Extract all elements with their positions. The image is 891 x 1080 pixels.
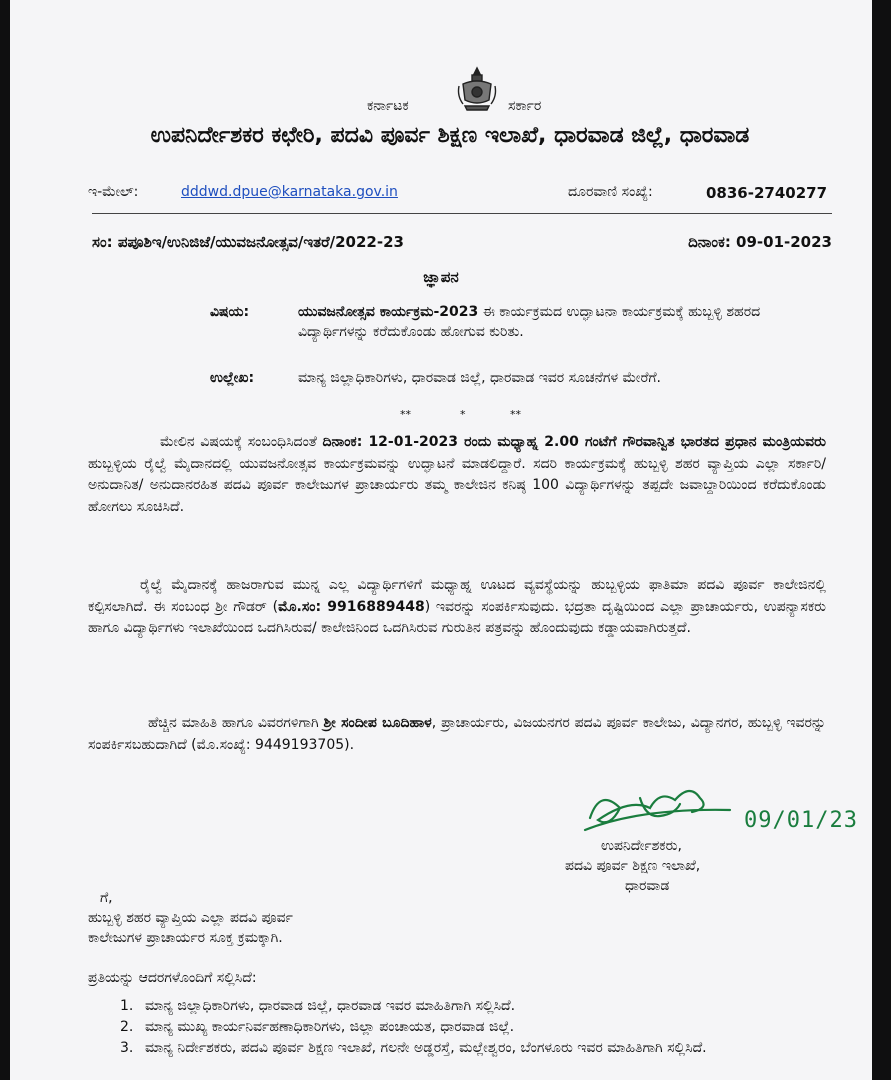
paragraph-1-bold: ದಿನಾಂಕ: 12-01-2023 ರಂದು ಮಧ್ಯಾಹ್ನ 2.00 ಗಂಟೆಗೆ ಗೌರವಾನ್ವಿತ ಭಾರತದ ಪ್ರಧಾನ ಮಂತ್ರಿಯವರು bbox=[322, 434, 826, 450]
header-divider bbox=[92, 213, 832, 214]
paragraph-2 bbox=[88, 575, 826, 640]
signature-icon bbox=[580, 778, 760, 840]
list-item bbox=[120, 1017, 830, 1037]
paragraph-2-text-a: ರೈಲ್ವೆ ಮೈದಾನಕ್ಕೆ ಹಾಜರಾಗುವ ಮುನ್ನ ಎಲ್ಲ ವಿದ್ಯಾರ್ಥಿಗಳಿಗೆ ಮಧ್ಯಾಹ್ನ ಊಟದ ವ್ಯವಸ್ಥೆಯನ್ನು ಹುಬ್ಬಳ್ಳಿಯ ಫಾತಿಮಾ ಪದವಿ ಪೂರ್ವ ಕಾಲೇಜಿನಲ್ಲಿ ಕಲ್ಪಿಸಲಾಗಿದೆ. ಈ ಸಂಬಂಧ ಶ್ರೀ ಗೌಡರ್ ( bbox=[88, 577, 826, 615]
phone-label: ದೂರವಾಣಿ ಸಂಖ್ಯೆ: bbox=[568, 184, 653, 200]
signatory-line: ಪದವಿ ಪೂರ್ವ ಶಿಕ್ಷಣ ಇಲಾಖೆ, bbox=[565, 858, 701, 874]
copy-label: ಪ್ರತಿಯನ್ನು ಆದರಗಳೊಂದಿಗೆ ಸಲ್ಲಿಸಿದೆ: bbox=[88, 970, 257, 986]
signatory-line: ಧಾರವಾಡ bbox=[625, 878, 670, 894]
subject-bold: ಯುವಜನೋತ್ಸವ ಕಾರ್ಯಕ್ರಮ-2023 bbox=[298, 304, 479, 320]
reference-date: ದಿನಾಂಕ: 09-01-2023 bbox=[688, 233, 832, 251]
signatory-line: ಉಪನಿರ್ದೇಶಕರು, bbox=[601, 838, 682, 854]
recipient-block bbox=[88, 888, 293, 948]
paragraph-1-text-b: ಹುಬ್ಬಳ್ಳಿಯ ರೈಲ್ವೆ ಮೈದಾನದಲ್ಲಿ ಯುವಜನೋತ್ಸವ ಕಾರ್ಯಕ್ರಮವನ್ನು ಉದ್ಘಾಟನೆ ಮಾಡಲಿದ್ದಾರೆ. ಸದರಿ ಕಾರ್ಯಕ್ರಮಕ್ಕೆ ಹುಬ್ಬಳ್ಳಿ ಶಹರ ವ್ಯಾಪ್ತಿಯ ಎಲ್ಲಾ ಸರ್ಕಾರಿ/ ಅನುದಾನಿತ/ ಅನುದಾನರಹಿತ ಪದವಿ ಪೂರ್ವ ಕಾಲೇಜುಗಳ ಪ್ರಾಚಾರ್ಯರು ತಮ್ಮ ಕಾಲೇಜಿನ ಕನಿಷ್ಠ 100 ವಿದ್ಯಾರ್ಥಿಗಳನ್ನು ತಪ್ಪದೇ ಜವಾಬ್ದಾರಿಯಿಂದ ಕರೆದುಕೊಂಡು ಹೋಗಲು ಸೂಚಿಸಿದೆ. bbox=[88, 455, 826, 515]
gov-right-text: ಸರ್ಕಾರ bbox=[508, 98, 542, 114]
list-text: ಮಾನ್ಯ ನಿರ್ದೇಶಕರು, ಪದವಿ ಪೂರ್ವ ಶಿಕ್ಷಣ ಇಲಾಖೆ, ಗಲನೇ ಅಡ್ಡರಸ್ತೆ, ಮಲ್ಲೇಶ್ವರಂ, ಬೆಂಗಳೂರು ಇವರ ಮಾಹಿತಿಗಾಗಿ ಸಲ್ಲಿಸಿದೆ. bbox=[145, 1040, 707, 1056]
copy-list bbox=[120, 996, 830, 1059]
paragraph-3-text-a: ಹೆಚ್ಚಿನ ಮಾಹಿತಿ ಹಾಗೂ ವಿವರಗಳಿಗಾಗಿ bbox=[148, 715, 324, 731]
subject-rest: ಈ ಕಾರ್ಯಕ್ರಮದ ಉದ್ಘಾಟನಾ ಕಾರ್ಯಕ್ರಮಕ್ಕೆ ಹುಬ್ಬಳ್ಳಿ ಶಹರದ ವಿದ್ಯಾರ್ಥಿಗಳನ್ನು ಕರೆದುಕೊಂಡು ಹೋಗುವ ಕುರಿತು. bbox=[298, 304, 761, 340]
gov-left-text: ಕರ್ನಾಟಕ bbox=[367, 98, 409, 114]
separator-mark: * bbox=[460, 408, 466, 421]
signature-date: 09/01/23 bbox=[744, 808, 858, 833]
reference-note-label: ಉಲ್ಲೇಖ: bbox=[210, 370, 255, 386]
list-number: 2. bbox=[120, 1019, 134, 1035]
separator-mark: ** bbox=[400, 408, 411, 421]
recipient-line: ಗೆ, bbox=[100, 890, 113, 906]
paragraph-3-text-b: , ಪ್ರಾಚಾರ್ಯರು, ವಿಜಯನಗರ ಪದವಿ ಪೂರ್ವ ಕಾಲೇಜು, ವಿದ್ಯಾನಗರ, ಹುಬ್ಬಳ್ಳಿ ಇವರನ್ನು ಸಂಪರ್ಕಿಸಬಹುದಾಗಿದೆ (ಮೊ.ಸಂಖ್ಯೆ: 9449193705). bbox=[88, 715, 826, 753]
recipient-line: ಹುಬ್ಬಳ್ಳಿ ಶಹರ ವ್ಯಾಪ್ತಿಯ ಎಲ್ಲಾ ಪದವಿ ಪೂರ್ವ bbox=[88, 910, 293, 926]
paragraph-3-bold: ಶ್ರೀ ಸಂದೀಪ ಬೂದಿಹಾಳ bbox=[323, 715, 432, 731]
list-text: ಮಾನ್ಯ ಜಿಲ್ಲಾಧಿಕಾರಿಗಳು, ಧಾರವಾಡ ಜಿಲ್ಲೆ, ಧಾರವಾಡ ಇವರ ಮಾಹಿತಿಗಾಗಿ ಸಲ್ಲಿಸಿದೆ. bbox=[145, 998, 516, 1014]
list-number: 1. bbox=[120, 998, 134, 1014]
reference-line bbox=[92, 233, 832, 251]
office-title: ಉಪನಿರ್ದೇಶಕರ ಕಛೇರಿ, ಪದವಿ ಪೂರ್ವ ಶಿಕ್ಷಣ ಇಲಾಖೆ, ಧಾರವಾಡ ಜಿಲ್ಲೆ, ಧಾರವಾಡ bbox=[150, 123, 750, 148]
notice-title: ಜ್ಞಾಪನ bbox=[423, 268, 459, 286]
list-item bbox=[120, 996, 830, 1016]
phone-number: 0836-2740277 bbox=[706, 184, 828, 202]
subject-label: ವಿಷಯ: bbox=[210, 304, 250, 320]
email-link[interactable]: dddwd.dpue@karnataka.gov.in bbox=[181, 184, 398, 200]
paragraph-3 bbox=[88, 713, 826, 756]
paragraph-2-bold: ಮೊ.ಸಂ: 9916889448 bbox=[278, 598, 425, 615]
paragraph-1 bbox=[88, 432, 826, 518]
subject-text bbox=[298, 302, 768, 342]
paragraph-1-text-a: ಮೇಲಿನ ವಿಷಯಕ್ಕೆ ಸಂಬಂಧಿಸಿದಂತೆ bbox=[160, 434, 323, 450]
paragraph-2-text-b: ) ಇವರನ್ನು ಸಂಪರ್ಕಿಸುವುದು. ಭದ್ರತಾ ದೃಷ್ಟಿಯಿಂದ ಎಲ್ಲಾ ಪ್ರಾಚಾರ್ಯರು, ಉಪನ್ಯಾಸಕರು ಹಾಗೂ ವಿದ್ಯಾರ್ಥಿಗಳು ಇಲಾಖೆಯಿಂದ ಒದಗಿಸಿರುವ/ ಕಾಲೇಜಿನಿಂದ ಒದಗಿಸಿರುವ ಗುರುತಿನ ಪತ್ರವನ್ನು ಹೊಂದುವುದು ಕಡ್ಡಾಯವಾಗಿರುತ್ತದೆ. bbox=[88, 598, 826, 636]
signatory-block bbox=[565, 836, 805, 896]
document-page bbox=[10, 0, 872, 1080]
list-item bbox=[120, 1038, 830, 1058]
email-label: ಇ-ಮೇಲ್: bbox=[88, 184, 139, 200]
reference-note-text: ಮಾನ್ಯ ಜಿಲ್ಲಾಧಿಕಾರಿಗಳು, ಧಾರವಾಡ ಜಿಲ್ಲೆ, ಧಾರವಾಡ ಇವರ ಸೂಚನೆಗಳ ಮೇರೆಗೆ. bbox=[298, 370, 662, 386]
reference-number: ಸಂ: ಪಪೂಶಿಇ/ಉನಿಜಿಜೆ/ಯುವಜನೋತ್ಸವ/ಇತರೆ/2022-23 bbox=[92, 233, 404, 251]
list-number: 3. bbox=[120, 1040, 134, 1056]
separator-mark: ** bbox=[510, 408, 521, 421]
recipient-line: ಕಾಲೇಜುಗಳ ಪ್ರಾಚಾರ್ಯರ ಸೂಕ್ತ ಕ್ರಮಕ್ಕಾಗಿ. bbox=[88, 930, 283, 946]
list-text: ಮಾನ್ಯ ಮುಖ್ಯ ಕಾರ್ಯನಿರ್ವಹಣಾಧಿಕಾರಿಗಳು, ಜಿಲ್ಲಾ ಪಂಚಾಯತ, ಧಾರವಾಡ ಜಿಲ್ಲೆ. bbox=[145, 1019, 515, 1035]
state-emblem-icon bbox=[455, 66, 499, 112]
